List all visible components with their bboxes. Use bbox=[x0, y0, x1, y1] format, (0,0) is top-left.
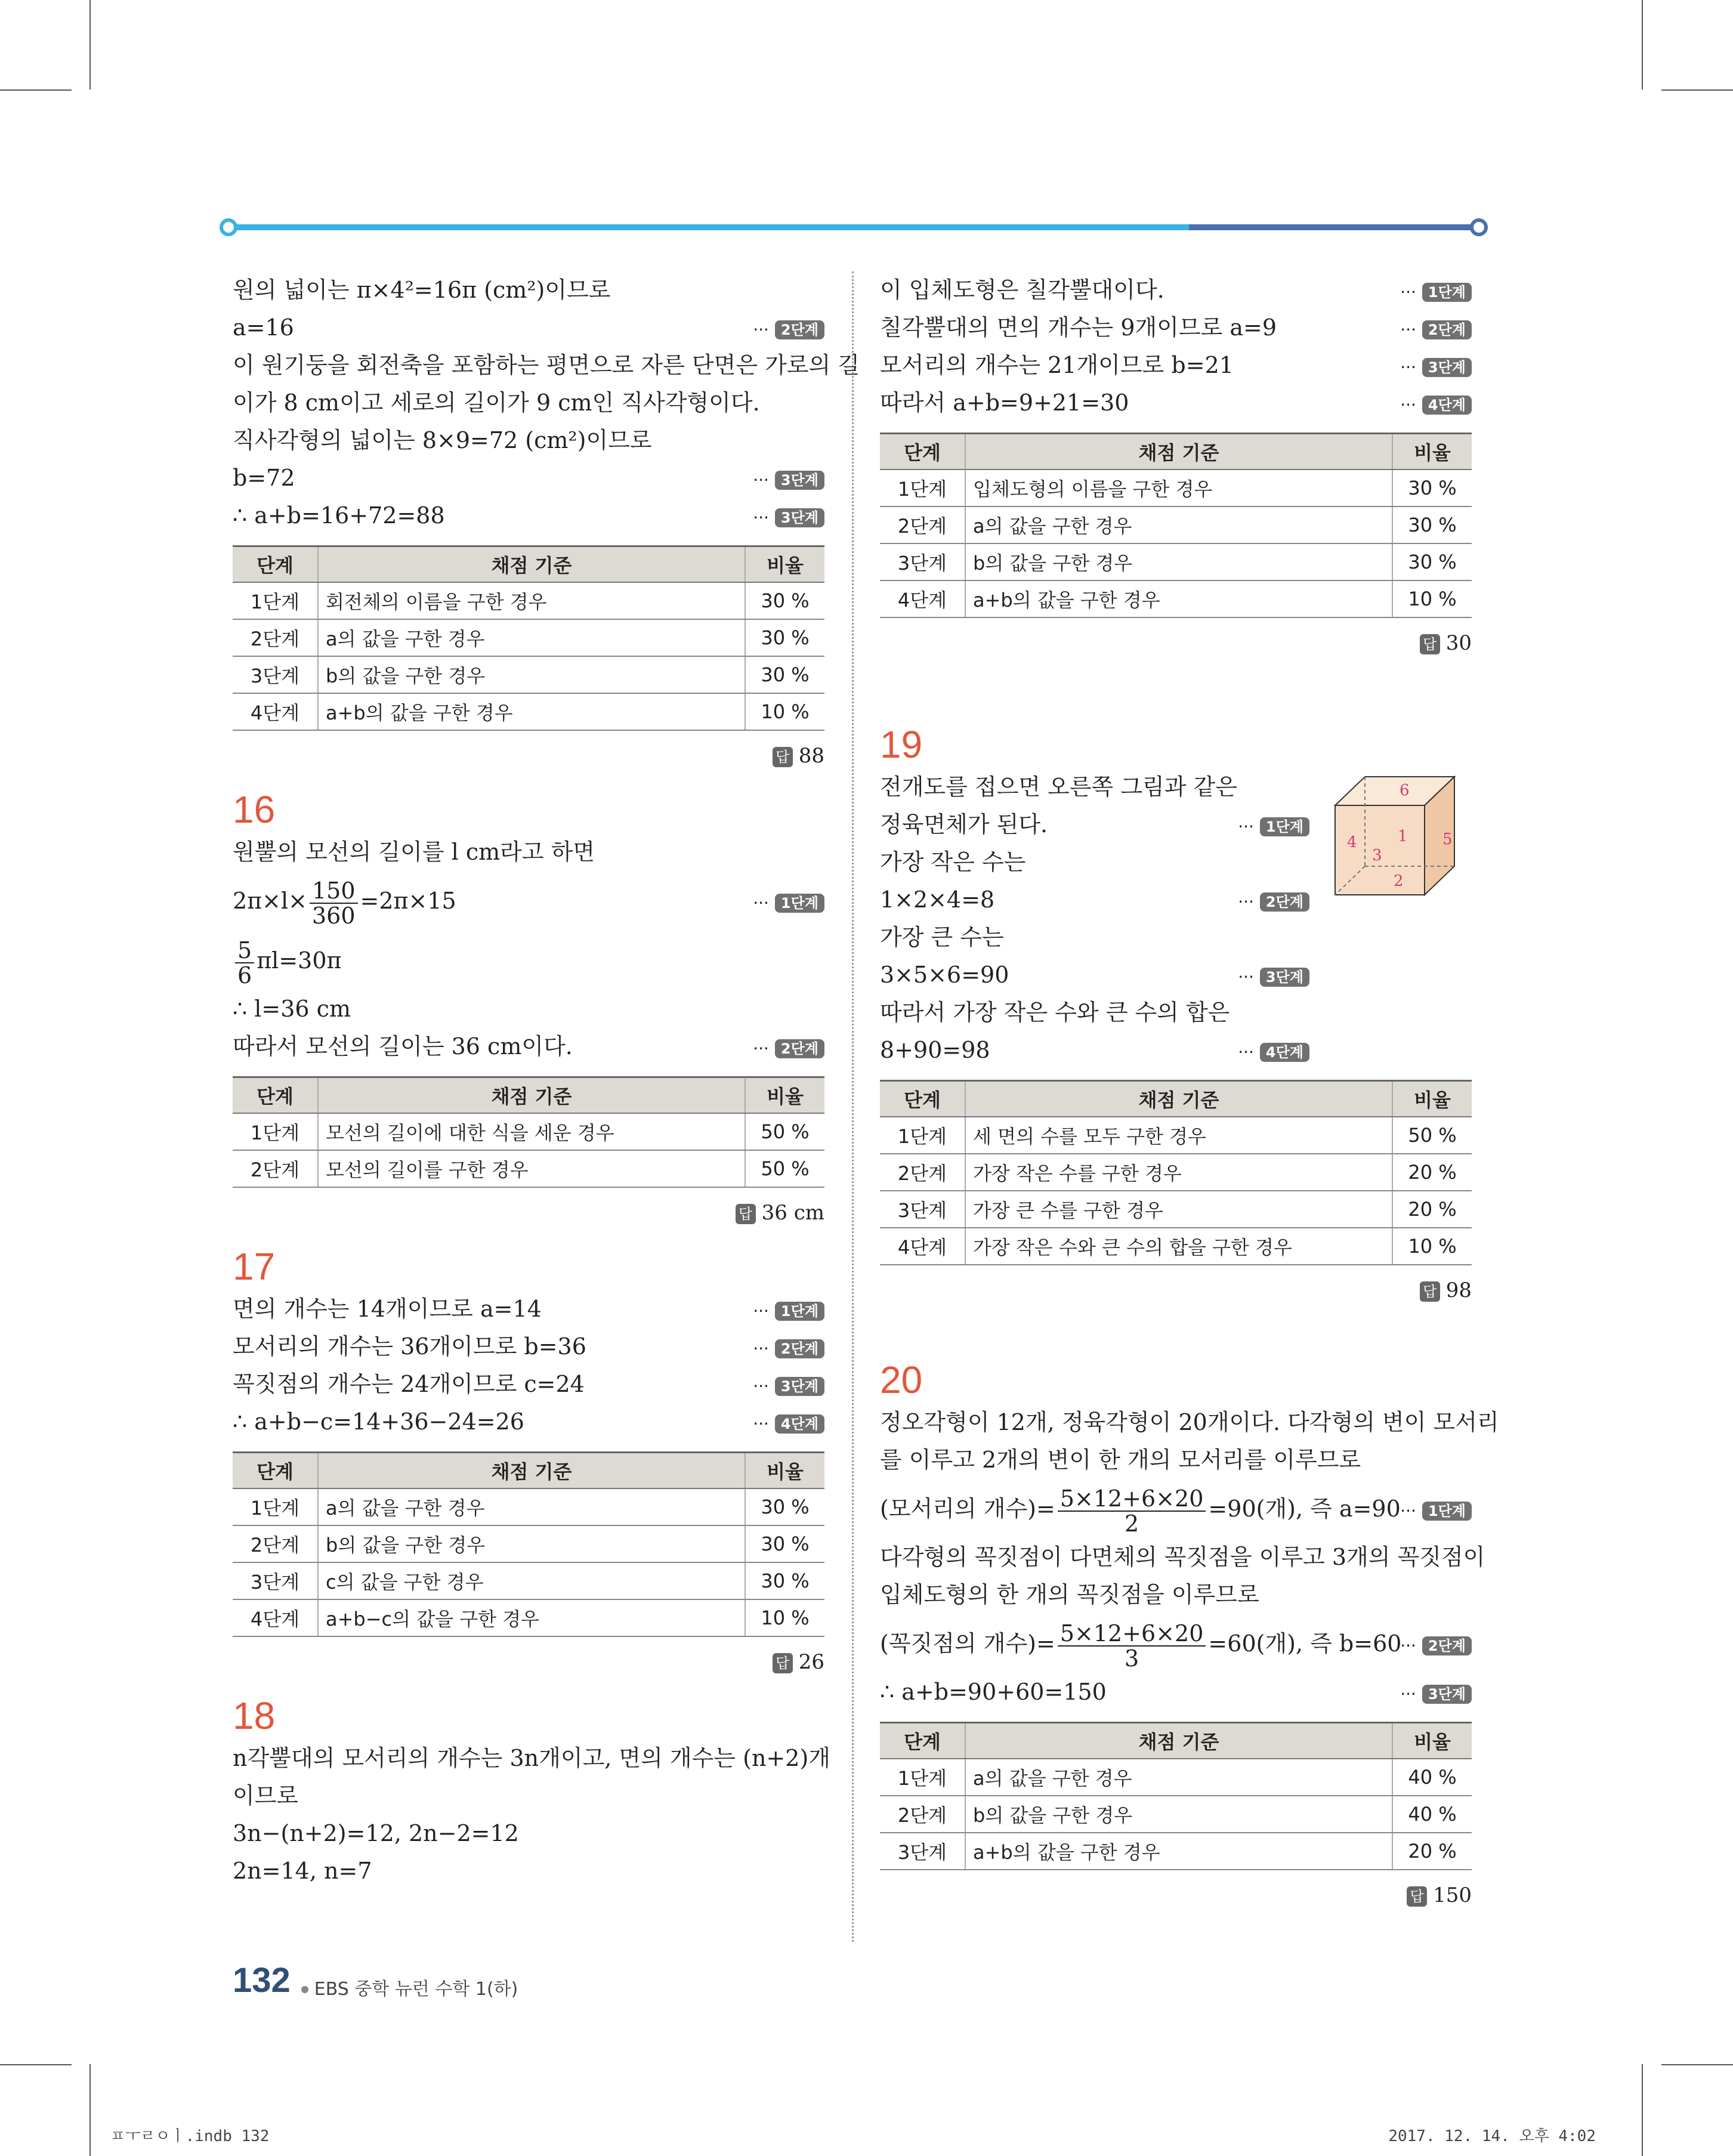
header-criteria: 채점 기준 bbox=[318, 1077, 745, 1114]
text-line bbox=[233, 497, 824, 535]
text-line bbox=[233, 271, 824, 309]
text-line bbox=[880, 806, 1309, 844]
text-line bbox=[880, 1031, 1309, 1069]
cell-criteria: b의 값을 구한 경우 bbox=[318, 656, 745, 693]
cube-label-back: 3 bbox=[1372, 847, 1382, 864]
step-badge: 2단계 bbox=[775, 1039, 824, 1058]
problem-number: 19 bbox=[880, 723, 923, 766]
line-text: 8+90=98 bbox=[880, 1037, 990, 1063]
fraction bbox=[310, 879, 358, 928]
line-text: n각뿔대의 모서리의 개수는 3n개이고, 면의 개수는 (n+2)개 bbox=[233, 1745, 830, 1771]
step-marker: ··· 1단계 bbox=[1238, 806, 1309, 845]
line-text: 입체도형의 한 개의 꼭짓점을 이루므로 bbox=[880, 1582, 1259, 1608]
cell-ratio: 40 % bbox=[1392, 1796, 1472, 1833]
line-text: 3×5×6=90 bbox=[880, 962, 1009, 988]
line-text: 이므로 bbox=[233, 1783, 299, 1809]
text-line bbox=[233, 1328, 824, 1366]
header-step: 단계 bbox=[880, 1081, 965, 1117]
text-line bbox=[233, 1290, 824, 1328]
table-row bbox=[880, 1228, 1472, 1265]
step-marker: ··· 2단계 bbox=[1400, 309, 1472, 348]
header-step: 단계 bbox=[880, 434, 965, 470]
text-line bbox=[233, 1740, 830, 1777]
text-line bbox=[233, 1028, 824, 1065]
table-row bbox=[233, 1150, 824, 1187]
text-line bbox=[233, 833, 824, 871]
cell-criteria: a의 값을 구한 경우 bbox=[318, 619, 745, 656]
cell-step: 3단계 bbox=[880, 543, 965, 580]
header-step: 단계 bbox=[233, 1453, 318, 1489]
equation-line bbox=[233, 931, 824, 990]
page-footer bbox=[233, 1957, 518, 2004]
cell-criteria: 회전체의 이름을 구한 경우 bbox=[318, 582, 745, 619]
text-line bbox=[880, 309, 1472, 347]
cell-criteria: a의 값을 구한 경우 bbox=[318, 1488, 745, 1525]
text-line bbox=[880, 1576, 1472, 1614]
step-marker: ··· 3단계 bbox=[753, 497, 824, 536]
cell-ratio: 30 % bbox=[745, 582, 824, 619]
eq-pre: (모서리의 개수)= bbox=[880, 1496, 1055, 1522]
left-column bbox=[233, 271, 860, 1890]
answer-icon: 답 bbox=[1420, 634, 1440, 654]
eq-pre: 2π×l× bbox=[233, 888, 307, 914]
step-marker: ··· 2단계 bbox=[1238, 881, 1309, 921]
line-text: 2n=14, n=7 bbox=[233, 1858, 372, 1884]
cell-criteria: c의 값을 구한 경우 bbox=[318, 1562, 745, 1599]
line-text: 1×2×4=8 bbox=[880, 887, 995, 913]
line-text: 꼭짓점의 개수는 24개이므로 c=24 bbox=[233, 1371, 585, 1397]
step-marker: ··· 1단계 bbox=[753, 871, 824, 933]
text-line bbox=[233, 1403, 824, 1441]
cell-step: 2단계 bbox=[233, 1150, 318, 1187]
cell-step: 4단계 bbox=[233, 1599, 318, 1636]
step-badge: 1단계 bbox=[775, 1302, 824, 1321]
step-marker: ··· 3단계 bbox=[753, 1366, 824, 1405]
line-text: 정육면체가 된다. bbox=[880, 811, 1048, 838]
table-row bbox=[880, 580, 1472, 617]
cell-criteria: a+b의 값을 구한 경우 bbox=[965, 580, 1392, 617]
table-row bbox=[880, 1154, 1472, 1191]
scoring-table bbox=[880, 1722, 1472, 1870]
table-row bbox=[233, 582, 824, 619]
fraction bbox=[235, 938, 254, 987]
answer bbox=[233, 1195, 824, 1231]
crop-mark bbox=[1661, 89, 1733, 91]
step-badge: 4단계 bbox=[1260, 1043, 1309, 1062]
step-badge: 3단계 bbox=[1260, 968, 1309, 987]
line-text: 원의 넓이는 π×4²=16π (cm²)이므로 bbox=[233, 277, 611, 303]
answer-icon: 답 bbox=[1420, 1281, 1440, 1302]
denominator: 6 bbox=[237, 962, 252, 989]
step-badge: 1단계 bbox=[775, 894, 824, 913]
cell-ratio: 30 % bbox=[745, 1562, 824, 1599]
cell-criteria: a+b의 값을 구한 경우 bbox=[318, 693, 745, 730]
eq-pre: (꼭짓점의 개수)= bbox=[880, 1630, 1055, 1657]
table-row bbox=[880, 1191, 1472, 1228]
answer bbox=[880, 1272, 1472, 1308]
header-ratio: 비율 bbox=[1392, 1081, 1472, 1117]
line-text: 정오각형이 12개, 정육각형이 20개이다. 다각형의 변이 모서리 bbox=[880, 1409, 1499, 1435]
line-text: 3n−(n+2)=12, 2n−2=12 bbox=[233, 1820, 519, 1846]
step-marker: ··· 2단계 bbox=[753, 1028, 824, 1067]
solution-15-continued bbox=[233, 271, 860, 535]
cell-criteria: a의 값을 구한 경우 bbox=[965, 1759, 1392, 1796]
problem-number: 17 bbox=[233, 1245, 276, 1288]
crop-mark bbox=[0, 89, 72, 91]
cell-ratio: 10 % bbox=[745, 693, 824, 730]
header-ratio: 비율 bbox=[745, 546, 824, 583]
answer bbox=[880, 1877, 1472, 1913]
step-badge: 2단계 bbox=[775, 1339, 824, 1358]
crop-mark bbox=[1642, 0, 1643, 89]
cell-ratio: 30 % bbox=[745, 656, 824, 693]
table-row bbox=[233, 1488, 824, 1525]
slug-file: ㅍㅜㄹㅇㅣ.indb 132 bbox=[110, 2127, 270, 2145]
step-marker: ··· 1단계 bbox=[753, 1290, 824, 1330]
denominator: 2 bbox=[1125, 1510, 1139, 1537]
header-ratio: 비율 bbox=[745, 1077, 824, 1114]
crop-mark bbox=[1661, 2064, 1733, 2065]
cell-criteria: a+b−c의 값을 구한 경우 bbox=[318, 1599, 745, 1636]
fraction bbox=[1058, 1487, 1206, 1536]
cell-criteria: 가장 큰 수를 구한 경우 bbox=[965, 1191, 1392, 1228]
cube-label-right: 5 bbox=[1442, 830, 1453, 848]
table-row bbox=[880, 1796, 1472, 1833]
step-badge: 4단계 bbox=[1422, 396, 1472, 415]
answer-icon: 답 bbox=[773, 747, 793, 767]
eq-post: =2π×15 bbox=[360, 888, 456, 914]
cell-ratio: 10 % bbox=[1392, 1228, 1472, 1265]
step-badge: 2단계 bbox=[775, 320, 824, 339]
cell-ratio: 40 % bbox=[1392, 1759, 1472, 1796]
table-row bbox=[233, 693, 824, 730]
line-text: 가장 작은 수는 bbox=[880, 849, 1026, 875]
line-text: 이 입체도형은 칠각뿔대이다. bbox=[880, 277, 1164, 303]
step-badge: 3단계 bbox=[775, 1377, 824, 1396]
header-step: 단계 bbox=[880, 1723, 965, 1759]
cell-step: 3단계 bbox=[880, 1833, 965, 1870]
eq-post: πl=30π bbox=[257, 947, 342, 974]
line-text: 이 원기둥을 회전축을 포함하는 평면으로 자른 단면은 가로의 길 bbox=[233, 352, 860, 378]
bullet-icon bbox=[301, 1986, 308, 1993]
step-badge: 2단계 bbox=[1422, 320, 1472, 339]
text-line bbox=[880, 1404, 1499, 1441]
line-text: ∴ a+b−c=14+36−24=26 bbox=[233, 1408, 524, 1435]
table-row bbox=[880, 1759, 1472, 1796]
solution-18 bbox=[233, 1740, 830, 1890]
header-step: 단계 bbox=[233, 1077, 318, 1114]
cube-label-left: 4 bbox=[1347, 833, 1357, 851]
table-row bbox=[880, 543, 1472, 580]
scoring-table bbox=[880, 1080, 1472, 1265]
cell-step: 1단계 bbox=[233, 1488, 318, 1525]
cell-step: 1단계 bbox=[880, 469, 965, 506]
text-line bbox=[233, 347, 860, 384]
cell-step: 4단계 bbox=[880, 580, 965, 617]
answer bbox=[233, 1644, 824, 1680]
step-marker: ··· 2단계 bbox=[753, 309, 824, 348]
cell-ratio: 30 % bbox=[1392, 506, 1472, 543]
header-bar bbox=[220, 218, 1488, 236]
denominator: 360 bbox=[311, 902, 356, 929]
step-badge: 3단계 bbox=[775, 508, 824, 527]
step-badge: 1단계 bbox=[1422, 1502, 1472, 1521]
line-text: 모서리의 개수는 36개이므로 b=36 bbox=[233, 1333, 586, 1360]
cube-label-bottom: 2 bbox=[1394, 872, 1404, 890]
line-text: ∴ a+b=16+72=88 bbox=[233, 502, 445, 529]
step-marker: ··· 4단계 bbox=[1400, 384, 1472, 424]
table-row bbox=[233, 656, 824, 693]
scoring-table bbox=[233, 1451, 824, 1637]
cell-step: 2단계 bbox=[880, 1796, 965, 1833]
cell-ratio: 20 % bbox=[1392, 1154, 1472, 1191]
scoring-table bbox=[233, 1076, 824, 1188]
equation-line bbox=[880, 1614, 1472, 1673]
table-row bbox=[233, 1525, 824, 1562]
text-line bbox=[880, 347, 1472, 384]
line-text: 따라서 모선의 길이는 36 cm이다. bbox=[233, 1033, 573, 1060]
cell-criteria: 모선의 길이를 구한 경우 bbox=[318, 1150, 745, 1187]
cell-ratio: 30 % bbox=[745, 619, 824, 656]
step-badge: 3단계 bbox=[1422, 358, 1472, 377]
cell-criteria: a의 값을 구한 경우 bbox=[965, 506, 1392, 543]
cell-ratio: 30 % bbox=[1392, 543, 1472, 580]
text-line bbox=[233, 384, 824, 422]
right-column bbox=[880, 271, 1499, 1913]
cell-criteria: b의 값을 구한 경우 bbox=[965, 543, 1392, 580]
step-badge: 1단계 bbox=[1260, 817, 1309, 836]
scoring-table bbox=[233, 545, 824, 731]
line-text: b=72 bbox=[233, 465, 295, 491]
cell-step: 2단계 bbox=[880, 1154, 965, 1191]
answer-value: 98 bbox=[1445, 1278, 1472, 1302]
line-text: 직사각형의 넓이는 8×9=72 (cm²)이므로 bbox=[233, 427, 652, 453]
text-line bbox=[880, 384, 1472, 422]
numerator: 5×12+6×20 bbox=[1058, 1621, 1206, 1647]
solution-19 bbox=[880, 768, 1309, 1069]
scoring-table bbox=[880, 433, 1472, 618]
numerator: 5 bbox=[235, 938, 254, 963]
step-marker: ··· 3단계 bbox=[1400, 347, 1472, 386]
cube-label-front: 1 bbox=[1398, 827, 1408, 845]
line-text: 모서리의 개수는 21개이므로 b=21 bbox=[880, 352, 1234, 378]
step-marker: ··· 4단계 bbox=[753, 1403, 824, 1443]
text-line bbox=[880, 919, 1309, 956]
cell-ratio: 50 % bbox=[745, 1113, 824, 1150]
cell-step: 1단계 bbox=[880, 1759, 965, 1796]
answer-value: 150 bbox=[1433, 1883, 1472, 1907]
cell-step: 1단계 bbox=[233, 1113, 318, 1150]
cell-criteria: 모선의 길이에 대한 식을 세운 경우 bbox=[318, 1113, 745, 1150]
step-badge: 3단계 bbox=[1422, 1685, 1472, 1704]
line-text: 이가 8 cm이고 세로의 길이가 9 cm인 직사각형이다. bbox=[233, 390, 760, 416]
header-criteria: 채점 기준 bbox=[318, 1453, 745, 1489]
text-line bbox=[233, 1366, 824, 1403]
equation-line bbox=[233, 871, 824, 931]
cell-step: 4단계 bbox=[880, 1228, 965, 1265]
cell-ratio: 20 % bbox=[1392, 1191, 1472, 1228]
cell-criteria: a+b의 값을 구한 경우 bbox=[965, 1833, 1392, 1870]
line-text: ∴ a+b=90+60=150 bbox=[880, 1679, 1107, 1705]
cell-step: 1단계 bbox=[233, 582, 318, 619]
text-line bbox=[233, 1777, 824, 1815]
text-line bbox=[880, 994, 1309, 1031]
cell-step: 3단계 bbox=[233, 1562, 318, 1599]
answer bbox=[880, 625, 1472, 661]
crop-mark bbox=[0, 2064, 72, 2065]
text-line bbox=[880, 1539, 1485, 1576]
text-line bbox=[233, 459, 824, 497]
fraction bbox=[1058, 1621, 1206, 1670]
line-text: ∴ l=36 cm bbox=[233, 996, 351, 1022]
header-criteria: 채점 기준 bbox=[965, 1081, 1392, 1117]
text-line bbox=[233, 1815, 824, 1852]
equation-line bbox=[880, 1479, 1472, 1539]
page-number: 132 bbox=[233, 1961, 291, 2000]
line-text: 다각형의 꼭짓점이 다면체의 꼭짓점을 이루고 3개의 꼭짓점이 bbox=[880, 1544, 1485, 1570]
step-badge: 2단계 bbox=[1260, 892, 1309, 912]
text-line bbox=[880, 881, 1309, 919]
cell-ratio: 50 % bbox=[1392, 1117, 1472, 1154]
table-row bbox=[233, 619, 824, 656]
text-line bbox=[880, 956, 1309, 994]
step-marker: ··· 3단계 bbox=[753, 459, 824, 499]
step-marker: ··· 3단계 bbox=[1400, 1673, 1472, 1713]
solution-prev bbox=[880, 271, 1472, 422]
header-ratio: 비율 bbox=[745, 1453, 824, 1489]
cell-ratio: 20 % bbox=[1392, 1833, 1472, 1870]
line-text: 원뿔의 모선의 길이를 l cm라고 하면 bbox=[233, 839, 595, 865]
step-badge: 1단계 bbox=[1422, 283, 1472, 302]
text-line bbox=[233, 1852, 824, 1890]
crop-mark bbox=[1642, 2064, 1643, 2156]
header-criteria: 채점 기준 bbox=[965, 434, 1392, 470]
cube-figure bbox=[1329, 770, 1478, 907]
text-line bbox=[880, 1673, 1472, 1711]
cell-ratio: 30 % bbox=[1392, 469, 1472, 506]
cell-step: 2단계 bbox=[880, 506, 965, 543]
step-marker: ··· 3단계 bbox=[1238, 956, 1309, 996]
cell-criteria: 세 면의 수를 모두 구한 경우 bbox=[965, 1117, 1392, 1154]
cell-criteria: b의 값을 구한 경우 bbox=[965, 1796, 1392, 1833]
header-criteria: 채점 기준 bbox=[965, 1723, 1392, 1759]
cell-step: 1단계 bbox=[880, 1117, 965, 1154]
step-marker: ··· 1단계 bbox=[1400, 1479, 1472, 1541]
cell-criteria: 입체도형의 이름을 구한 경우 bbox=[965, 469, 1392, 506]
cell-ratio: 30 % bbox=[745, 1488, 824, 1525]
table-row bbox=[880, 1117, 1472, 1154]
header-criteria: 채점 기준 bbox=[318, 546, 745, 583]
text-line bbox=[880, 1441, 1472, 1479]
solution-17 bbox=[233, 1290, 824, 1441]
text-line bbox=[880, 844, 1309, 881]
table-row bbox=[233, 1562, 824, 1599]
answer-icon: 답 bbox=[736, 1204, 756, 1224]
line-text: 전개도를 접으면 오른쪽 그림과 같은 bbox=[880, 774, 1237, 800]
line-text: 칠각뿔대의 면의 개수는 9개이므로 a=9 bbox=[880, 314, 1277, 341]
cell-ratio: 30 % bbox=[745, 1525, 824, 1562]
header-ratio: 비율 bbox=[1392, 1723, 1472, 1759]
text-line bbox=[233, 422, 824, 459]
answer-icon: 답 bbox=[1407, 1886, 1427, 1907]
answer-value: 26 bbox=[798, 1650, 824, 1674]
eq-post: =60(개), 즉 b=60 bbox=[1208, 1630, 1402, 1657]
line-text: 가장 큰 수는 bbox=[880, 924, 1004, 950]
answer-value: 88 bbox=[798, 744, 824, 768]
cell-step: 2단계 bbox=[233, 619, 318, 656]
table-row bbox=[880, 506, 1472, 543]
slug-date: 2017. 12. 14. 오후 4:02 bbox=[1388, 2127, 1596, 2145]
line-text: 따라서 가장 작은 수와 큰 수의 합은 bbox=[880, 999, 1230, 1026]
table-row bbox=[233, 1599, 824, 1636]
cell-ratio: 10 % bbox=[1392, 580, 1472, 617]
step-badge: 2단계 bbox=[1422, 1636, 1472, 1655]
cell-ratio: 50 % bbox=[745, 1150, 824, 1187]
step-badge: 4단계 bbox=[775, 1414, 824, 1434]
eq-post: =90(개), 즉 a=90 bbox=[1208, 1496, 1401, 1522]
step-badge: 3단계 bbox=[775, 471, 824, 490]
answer-value: 36 cm bbox=[761, 1201, 824, 1225]
line-text: 를 이루고 2개의 변이 한 개의 모서리를 이루므로 bbox=[880, 1447, 1361, 1473]
numerator: 150 bbox=[310, 879, 358, 904]
line-text: a=16 bbox=[233, 314, 294, 341]
cell-criteria: 가장 작은 수와 큰 수의 합을 구한 경우 bbox=[965, 1228, 1392, 1265]
answer bbox=[233, 738, 824, 774]
text-line bbox=[233, 990, 824, 1028]
header-step: 단계 bbox=[233, 546, 318, 583]
problem-number: 16 bbox=[233, 788, 276, 831]
text-line bbox=[233, 309, 824, 347]
step-marker: ··· 2단계 bbox=[753, 1328, 824, 1367]
table-row bbox=[880, 1833, 1472, 1870]
cube-label-top: 6 bbox=[1400, 782, 1410, 799]
crop-mark bbox=[89, 0, 91, 89]
answer-icon: 답 bbox=[773, 1653, 793, 1673]
problem-number: 18 bbox=[233, 1694, 276, 1737]
cell-criteria: 가장 작은 수를 구한 경우 bbox=[965, 1154, 1392, 1191]
problem-number: 20 bbox=[880, 1358, 923, 1401]
cell-ratio: 10 % bbox=[745, 1599, 824, 1636]
line-text: 따라서 a+b=9+21=30 bbox=[880, 390, 1129, 416]
cell-step: 3단계 bbox=[233, 656, 318, 693]
cell-step: 2단계 bbox=[233, 1525, 318, 1562]
step-marker: ··· 1단계 bbox=[1400, 271, 1472, 311]
step-marker: ··· 4단계 bbox=[1238, 1031, 1309, 1071]
answer-value: 30 bbox=[1445, 631, 1472, 655]
cell-step: 3단계 bbox=[880, 1191, 965, 1228]
cell-criteria: b의 값을 구한 경우 bbox=[318, 1525, 745, 1562]
cell-step: 4단계 bbox=[233, 693, 318, 730]
book-title: EBS 중학 뉴런 수학 1(하) bbox=[314, 1978, 518, 2000]
table-row bbox=[233, 1113, 824, 1150]
text-line bbox=[880, 768, 1309, 806]
line-text: 면의 개수는 14개이므로 a=14 bbox=[233, 1296, 542, 1322]
crop-mark bbox=[89, 2064, 91, 2156]
column-divider bbox=[852, 271, 854, 1942]
text-line bbox=[880, 271, 1472, 309]
header-ratio: 비율 bbox=[1392, 434, 1472, 470]
denominator: 3 bbox=[1125, 1645, 1139, 1672]
numerator: 5×12+6×20 bbox=[1058, 1487, 1206, 1512]
table-row bbox=[880, 469, 1472, 506]
step-marker: ··· 2단계 bbox=[1400, 1614, 1472, 1676]
